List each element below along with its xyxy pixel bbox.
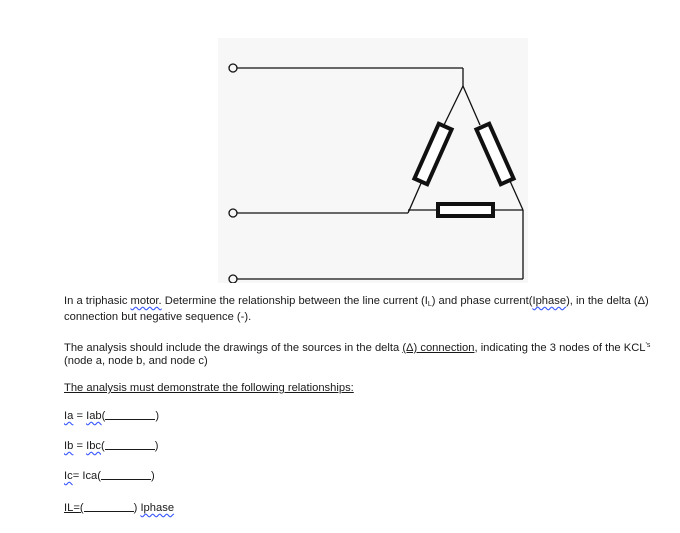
eq-close: ) — [155, 410, 160, 422]
answer-blank[interactable] — [105, 408, 155, 420]
eq-open: ( — [101, 440, 105, 452]
text-segment: (node a, node b, and node c) — [64, 355, 208, 367]
eq-close: ) — [133, 502, 138, 514]
impedance-left — [414, 124, 451, 185]
text-segment: ), in the delta (Δ) connection but negative sequence (-). — [64, 295, 649, 323]
answer-blank[interactable] — [101, 468, 151, 480]
impedance-bottom — [438, 204, 493, 216]
impedance-right — [476, 124, 513, 185]
eq-rhs: Ica — [82, 470, 98, 482]
eq-equals: = — [73, 440, 87, 452]
eq-rhs: Iab — [86, 410, 102, 422]
text-segment: , indicating the 3 nodes of the KCL — [474, 342, 646, 354]
motor-word: motor — [130, 295, 159, 307]
eq-open: ( — [79, 502, 84, 514]
delta-side-left-bottom — [408, 181, 422, 213]
eq-lhs: Ia — [64, 410, 74, 422]
delta-side-left-top — [444, 86, 463, 125]
subscript-l: L — [427, 301, 432, 308]
delta-side-right-top — [463, 86, 480, 125]
eq-close: ) — [151, 470, 155, 482]
equation-ib — [64, 438, 159, 453]
text-segment: ) and phase current( — [431, 295, 533, 307]
text-segment: In a triphasic — [64, 295, 131, 307]
equation-ic — [64, 468, 155, 483]
terminal-a — [229, 64, 237, 72]
eq-open: ( — [101, 410, 106, 422]
terminal-b — [229, 209, 237, 217]
eq-lhs: Ic — [64, 470, 73, 482]
text-segment: Determine the relationship between the line current (I — [161, 295, 428, 307]
analysis-paragraph — [64, 339, 664, 368]
answer-blank[interactable] — [105, 438, 155, 450]
delta-connection-link: (Δ) connection — [402, 342, 475, 354]
equation-ia — [64, 408, 159, 423]
eq-rhs: Iphase — [140, 502, 175, 514]
eq-lhs: IL= — [64, 502, 80, 514]
text-segment: The analysis should include the drawings of the sources in the delta — [64, 342, 403, 354]
iphase-symbol: Iphase — [532, 295, 567, 307]
answer-blank[interactable] — [84, 500, 134, 512]
eq-open: ( — [97, 470, 102, 482]
terminal-c — [229, 275, 237, 283]
equation-il — [64, 500, 174, 515]
delta-circuit-figure — [218, 38, 528, 283]
eq-equals: = — [72, 470, 83, 482]
superscript-s: 's — [645, 342, 651, 349]
eq-equals: = — [73, 410, 87, 422]
eq-lhs: Ib — [64, 440, 74, 452]
question-paragraph: In a triphasic motor. Determine the relationship between the line current $(I_L)$ and phase current(Iphase), in the delta (Δ) connection but negative sequence (-). — [64, 295, 649, 323]
delta-circuit-diagram — [218, 38, 528, 283]
relationships-heading: The analysis must demonstrate the following relationships: — [64, 382, 354, 394]
eq-close: ) — [154, 440, 159, 452]
eq-rhs: Ibc — [86, 440, 102, 452]
delta-side-right-bottom — [510, 181, 523, 210]
